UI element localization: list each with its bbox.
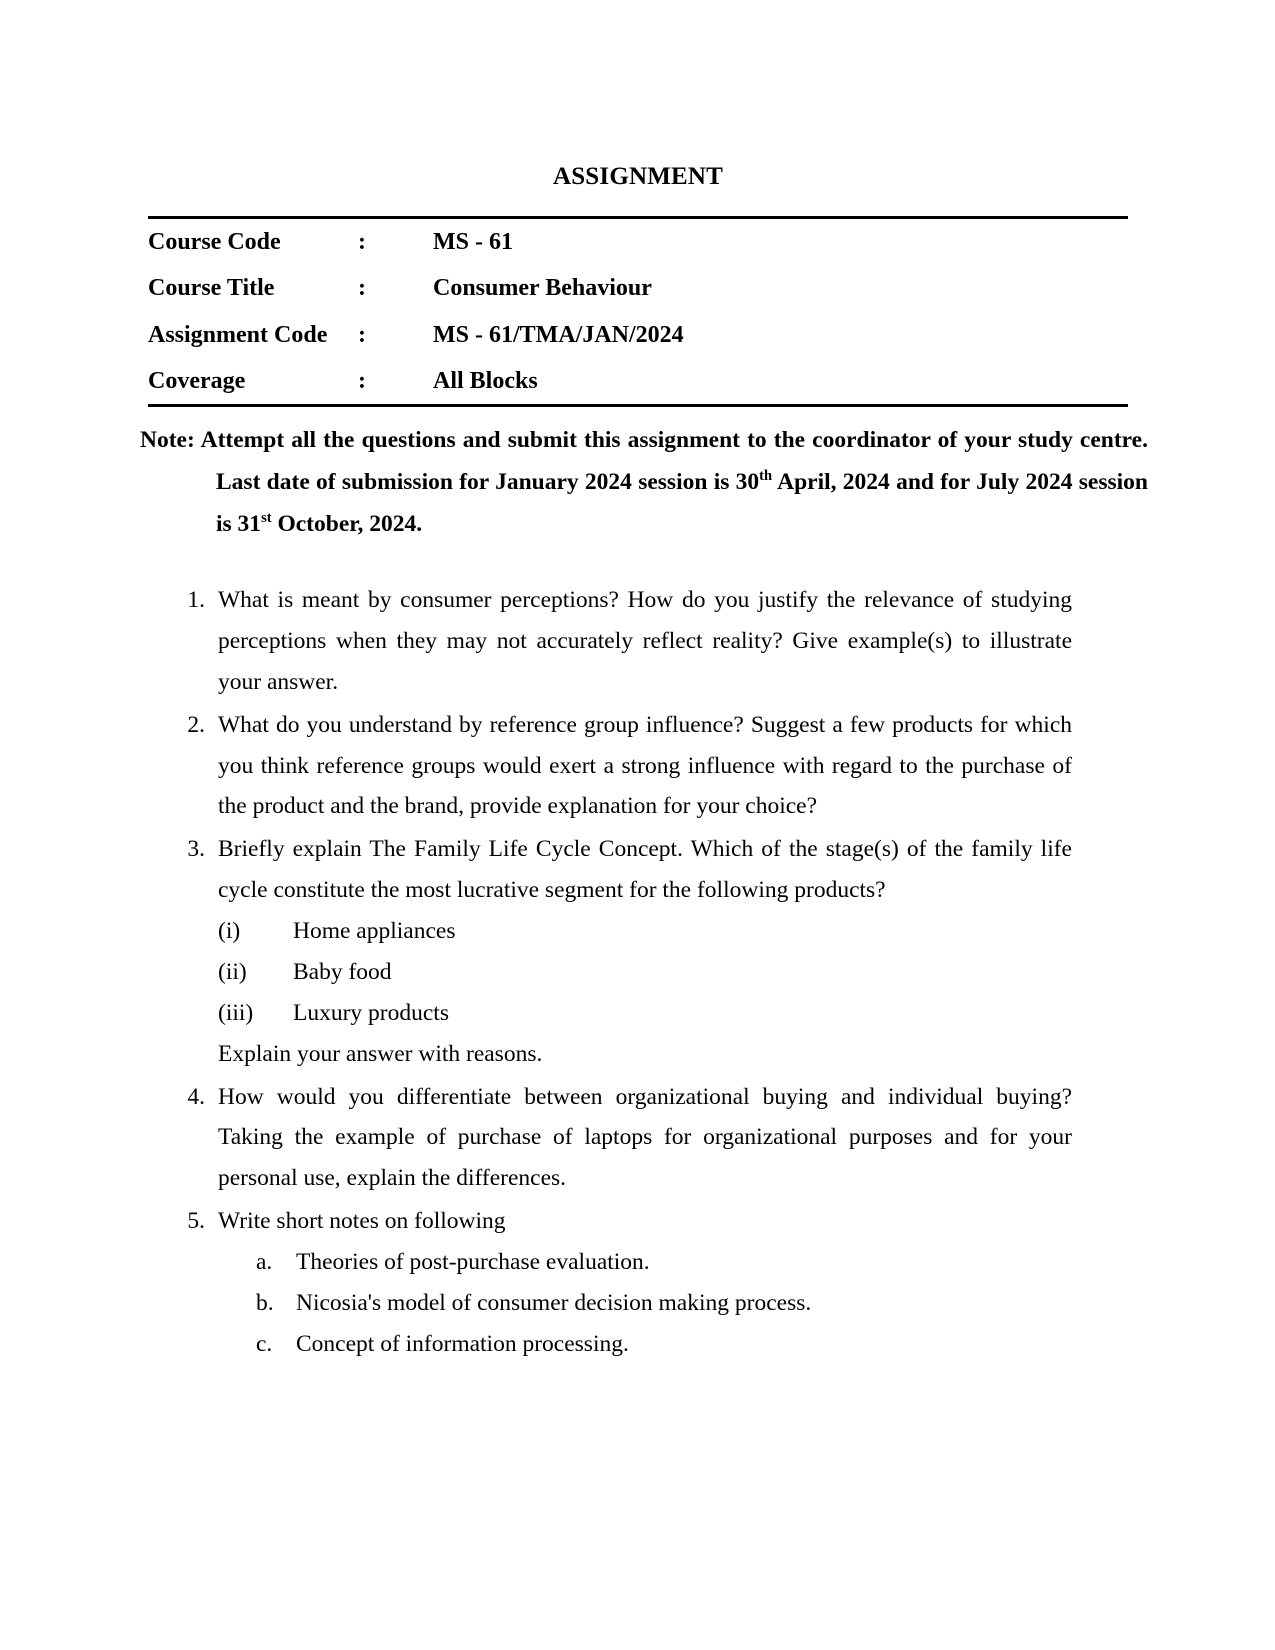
question-number: 3. <box>187 836 205 863</box>
meta-value-assignment-code: MS - 61/TMA/JAN/2024 <box>433 321 684 348</box>
question-item-1 <box>175 580 1072 703</box>
subitem-marker: c. <box>256 1330 273 1357</box>
meta-colon: : <box>358 229 366 255</box>
meta-colon: : <box>358 275 366 302</box>
subitem-text: Theories of post-purchase evaluation. <box>296 1249 650 1275</box>
question-item-4 <box>175 1077 1072 1200</box>
note-ordinal-suffix-th: th <box>759 468 773 484</box>
question-5-subitems <box>218 1242 1072 1365</box>
subitem-text: Home appliances <box>293 918 456 944</box>
subitem-text: Concept of information processing. <box>296 1330 629 1357</box>
assignment-meta-table <box>148 216 1128 407</box>
meta-label-coverage: Coverage <box>148 367 246 394</box>
note-ordinal-suffix-st: st <box>261 509 272 526</box>
subitem-text: Luxury products <box>293 999 449 1026</box>
meta-value-course-code: MS - 61 <box>433 229 513 255</box>
question-number: 1. <box>187 587 205 613</box>
question-text: Briefly explain The Family Life Cycle Concept. Which of the stage(s) of the family life cycle constitute the most lucrative segment for the following products? <box>218 836 1072 904</box>
subitem-marker: (ii) <box>218 958 247 985</box>
question-text: What is meant by consumer perceptions? How do you justify the relevance of studying perceptions when they may not accurately reflect reality? Give example(s) to illustrate your answer. <box>218 587 1072 695</box>
submission-note <box>140 420 1148 545</box>
table-row <box>148 358 1128 404</box>
question-item-5 <box>175 1201 1072 1365</box>
question-item-2 <box>175 705 1072 828</box>
page-title: ASSIGNMENT <box>552 163 724 190</box>
meta-colon: : <box>358 321 366 348</box>
question-item-3 <box>175 829 1072 1074</box>
meta-value-coverage: All Blocks <box>433 367 538 394</box>
list-item <box>218 993 1072 1034</box>
meta-value-course-title: Consumer Behaviour <box>433 275 652 302</box>
question-text: How would you differentiate between organizational buying and individual buying? Taking the example of purchase of laptops for organizational purposes and for your personal use, explain the differences. <box>218 1083 1072 1192</box>
list-item <box>256 1324 1072 1365</box>
subitem-text: Baby food <box>293 958 392 985</box>
subitem-marker: a. <box>256 1249 273 1275</box>
meta-colon: : <box>358 367 366 394</box>
note-text-part-1: Attempt all the questions and submit this assignment to the coordinator of your study centre. Last date of submission for January 2024 session is 30 <box>200 427 1148 495</box>
list-item <box>218 952 1072 993</box>
subitem-marker: (iii) <box>218 999 254 1026</box>
question-number: 4. <box>187 1083 205 1110</box>
question-text: Write short notes on following <box>218 1208 506 1235</box>
question-3-subitems <box>218 911 1072 1034</box>
subitem-text: Nicosia's model of consumer decision making process. <box>296 1289 812 1316</box>
meta-label-assignment-code: Assignment Code <box>148 321 328 348</box>
table-row <box>148 219 1128 265</box>
table-row <box>148 312 1128 358</box>
list-item <box>256 1242 1072 1283</box>
list-item <box>218 911 1072 952</box>
list-item <box>256 1283 1072 1324</box>
meta-label-course-code: Course Code <box>148 229 281 255</box>
subitem-marker: (i) <box>218 918 241 944</box>
question-number: 5. <box>187 1208 205 1235</box>
meta-label-course-title: Course Title <box>148 275 275 302</box>
question-list <box>175 580 1072 1367</box>
note-text-part-3: October, 2024. <box>271 510 423 537</box>
question-text: What do you understand by reference group influence? Suggest a few products for which you think reference groups would exert a strong influence with regard to the purchase of the product and the brand, provide explanation for your choice? <box>218 711 1072 820</box>
question-number: 2. <box>187 711 205 738</box>
note-text-part-2: April, 2024 and for July 2024 session is 31 <box>216 468 1148 537</box>
table-row <box>148 265 1128 311</box>
subitem-marker: b. <box>256 1289 274 1316</box>
note-lead-label: Note: <box>140 427 195 453</box>
question-3-closing-line: Explain your answer with reasons. <box>218 1040 543 1067</box>
